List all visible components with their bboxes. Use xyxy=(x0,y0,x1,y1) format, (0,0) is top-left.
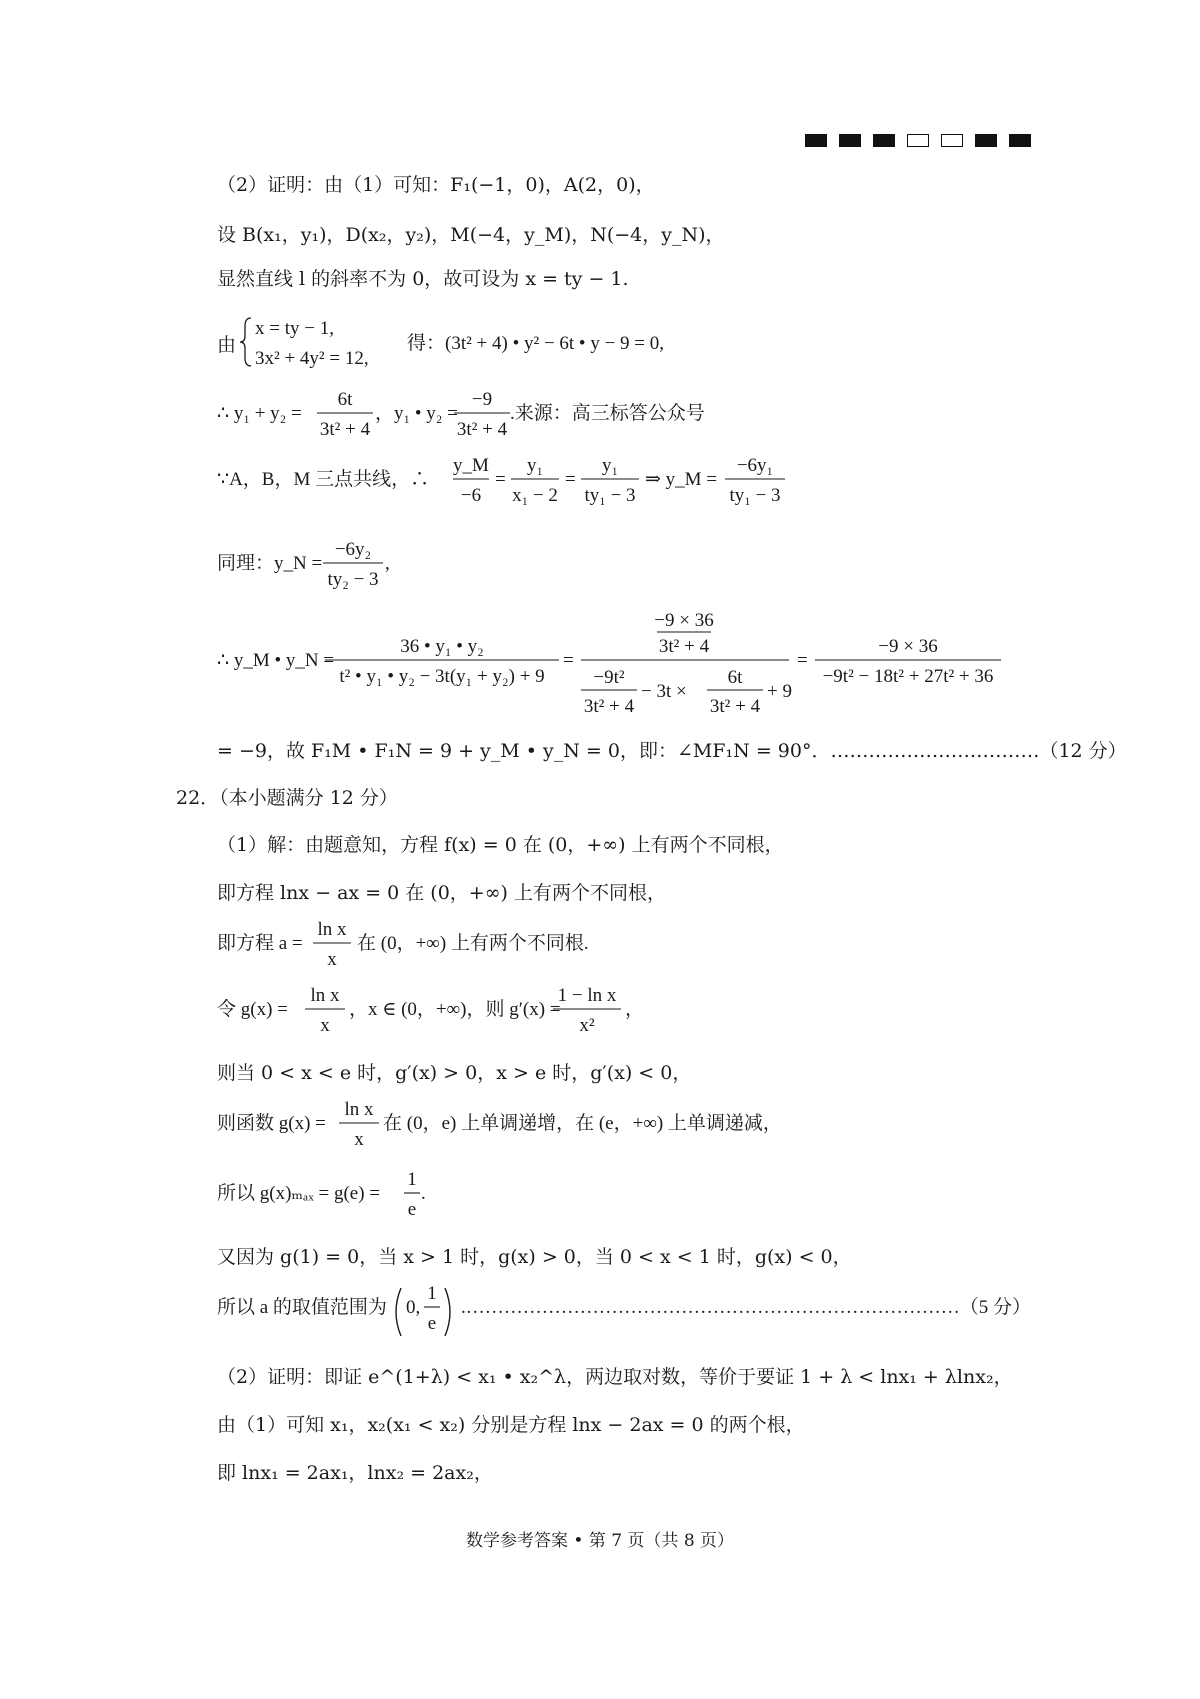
q21-line-1: （2）证明：由（1）可知：F₁(−1，0)，A(2，0)， xyxy=(217,174,655,196)
equation-label: 即方程 a = xyxy=(217,933,303,954)
comma: , xyxy=(385,553,390,574)
frac-denominator: −6 xyxy=(460,485,482,506)
q22-line-9 xyxy=(217,1282,1032,1342)
frac-denominator: 3t² + 4 xyxy=(319,419,371,440)
frac-denominator: x₁ − 2 xyxy=(512,485,558,506)
frac-denominator: −9t² − 18t² + 27t² + 36 xyxy=(822,666,994,687)
system-result: 得：(3t² + 4) • y² − 6t • y − 9 = 0, xyxy=(407,333,665,354)
left-paren xyxy=(396,1288,401,1336)
function-label: 则函数 g(x) = xyxy=(217,1113,326,1134)
equals-sign: = xyxy=(563,650,574,671)
times-term: − 3t × xyxy=(641,681,687,702)
q22-title: 22．（本小题满分 12 分） xyxy=(176,787,398,809)
system-eq-1: x = ty − 1, xyxy=(255,318,334,339)
q22-line-6 xyxy=(217,1098,817,1158)
header-marks xyxy=(805,134,1031,147)
q21-conclusion-line: = −9，故 F₁M • F₁N = 9 + y_M • y_N = 0，即：∠MF₁N = 90°．……………………………（12 分） xyxy=(217,740,1127,762)
monotonic-text: 在 (0，e) 上单调递增，在 (e，+∞) 上单调递减， xyxy=(383,1113,782,1134)
q21-system-line xyxy=(217,312,737,372)
frac-numerator: y₁ xyxy=(601,455,619,476)
frac-denominator: e xyxy=(427,1313,437,1334)
q22-line-10: （2）证明：即证 e^(1+λ) < x₁ • x₂^λ，两边取对数，等价于要证 1 + λ < lnx₁ + λlnx₂， xyxy=(217,1366,1013,1388)
header-mark-filled xyxy=(1009,134,1031,147)
frac-numerator: 1 − ln x xyxy=(557,985,617,1006)
equation-tail: 在 (0，+∞) 上有两个不同根. xyxy=(357,933,589,954)
frac-numerator: 1 xyxy=(407,1169,417,1190)
frac-numerator: 6t xyxy=(727,667,743,688)
q22-line-12: 即 lnx₁ = 2ax₁，lnx₂ = 2ax₂， xyxy=(217,1462,493,1484)
frac-numerator: y_M xyxy=(453,455,489,476)
frac-denominator: x² xyxy=(579,1015,595,1036)
q22-line-4 xyxy=(217,984,697,1044)
similarly-label: 同理：y_N = xyxy=(217,553,323,574)
frac-denominator: x xyxy=(354,1129,364,1150)
define-label: 令 g(x) = xyxy=(217,999,288,1020)
equals-sign: = xyxy=(495,469,506,490)
frac-denominator: 3t² + 4 xyxy=(658,636,710,657)
q21-line-2: 设 B(x₁，y₁)，D(x₂，y₂)，M(−4，y_M)，N(−4，y_N)， xyxy=(217,224,725,246)
frac-denominator: x xyxy=(327,949,337,970)
header-mark-filled xyxy=(839,134,861,147)
frac-numerator: −6y₁ xyxy=(736,455,774,476)
frac-numerator: 36 • y₁ • y₂ xyxy=(400,636,484,657)
frac-denominator: t² • y₁ • y₂ − 3t(y₁ + y₂) + 9 xyxy=(339,666,545,687)
q22-line-3 xyxy=(217,918,677,978)
zero: 0, xyxy=(406,1297,421,1318)
frac-numerator: −9 xyxy=(471,389,493,410)
frac-numerator: −6y₂ xyxy=(334,539,372,560)
equals-sign: = xyxy=(565,469,576,490)
implies-label: ⇒ y_M = xyxy=(645,469,718,490)
plus-term: + 9 xyxy=(767,681,792,702)
q21-product-line xyxy=(217,610,1017,720)
system-prefix: 由 xyxy=(217,335,237,356)
frac-denominator: e xyxy=(407,1199,417,1220)
frac-denominator: 3t² + 4 xyxy=(456,419,508,440)
range-score: .……………………………………………………………………（5 分） xyxy=(461,1297,1032,1318)
right-paren xyxy=(445,1288,450,1336)
frac-denominator: 3t² + 4 xyxy=(583,696,635,717)
q22-line-11: 由（1）可知 x₁，x₂(x₁ < x₂) 分别是方程 lnx − 2ax = 0 的两个根， xyxy=(217,1414,805,1436)
frac-numerator: −9t² xyxy=(593,667,625,688)
system-brace xyxy=(240,318,251,366)
q22-line-5: 则当 0 < x < e 时，g′(x) > 0，x > e 时，g′(x) < 0， xyxy=(217,1062,692,1084)
header-mark-filled xyxy=(805,134,827,147)
frac-numerator: ln x xyxy=(310,985,340,1006)
collinear-label: ∵A，B，M 三点共线，∴ xyxy=(217,469,430,490)
frac-numerator: y₁ xyxy=(526,455,544,476)
product-label: ∴ y_M • y_N = xyxy=(217,650,335,671)
page-footer: 数学参考答案 • 第 7 页（共 8 页） xyxy=(465,1531,735,1551)
frac-denominator: 3t² + 4 xyxy=(709,696,761,717)
frac-denominator: ty₁ − 3 xyxy=(729,485,781,506)
header-mark-filled xyxy=(975,134,997,147)
comma: ， xyxy=(625,999,645,1020)
q22-line-7 xyxy=(217,1168,497,1228)
frac-denominator: ty₂ − 3 xyxy=(327,569,379,590)
q22-line-8: 又因为 g(1) = 0，当 x > 1 时，g(x) > 0，当 0 < x < 1 时，g(x) < 0， xyxy=(217,1246,852,1268)
vieta-sum-label: ∴ y₁ + y₂ = xyxy=(217,403,302,424)
derivative-label: ，x ∈ (0，+∞)，则 g′(x) = xyxy=(349,999,561,1020)
header-mark-filled xyxy=(873,134,895,147)
q21-similarly-line xyxy=(217,538,517,598)
q22-line-2: 即方程 lnx − ax = 0 在 (0，+∞) 上有两个不同根， xyxy=(217,882,666,904)
vieta-product-label: ，y₁ • y₂ = xyxy=(375,403,458,424)
frac-denominator: x xyxy=(320,1015,330,1036)
q21-vieta-line xyxy=(217,388,737,448)
q21-collinear-line xyxy=(217,454,781,514)
max-label: 所以 g(x)ₘₐₓ = g(e) = xyxy=(217,1183,381,1204)
period: . xyxy=(421,1183,426,1204)
frac-numerator: 6t xyxy=(337,389,353,410)
frac-numerator: ln x xyxy=(317,919,347,940)
frac-denominator: ty₁ − 3 xyxy=(584,485,636,506)
header-mark-empty xyxy=(941,134,963,147)
equals-sign: = xyxy=(797,650,808,671)
frac-numerator: 1 xyxy=(427,1283,437,1304)
system-eq-2: 3x² + 4y² = 12, xyxy=(255,348,369,369)
header-mark-empty xyxy=(907,134,929,147)
q22-line-1: （1）解：由题意知，方程 f(x) = 0 在 (0，+∞) 上有两个不同根， xyxy=(217,834,784,856)
q21-line-3: 显然直线 l 的斜率不为 0，故可设为 x = ty − 1. xyxy=(217,268,629,290)
frac-numerator: −9 × 36 xyxy=(654,610,714,631)
source-note: .来源：高三标答公众号 xyxy=(510,403,705,424)
range-label: 所以 a 的取值范围为 xyxy=(217,1297,387,1318)
frac-numerator: ln x xyxy=(344,1099,374,1120)
frac-numerator: −9 × 36 xyxy=(878,636,938,657)
